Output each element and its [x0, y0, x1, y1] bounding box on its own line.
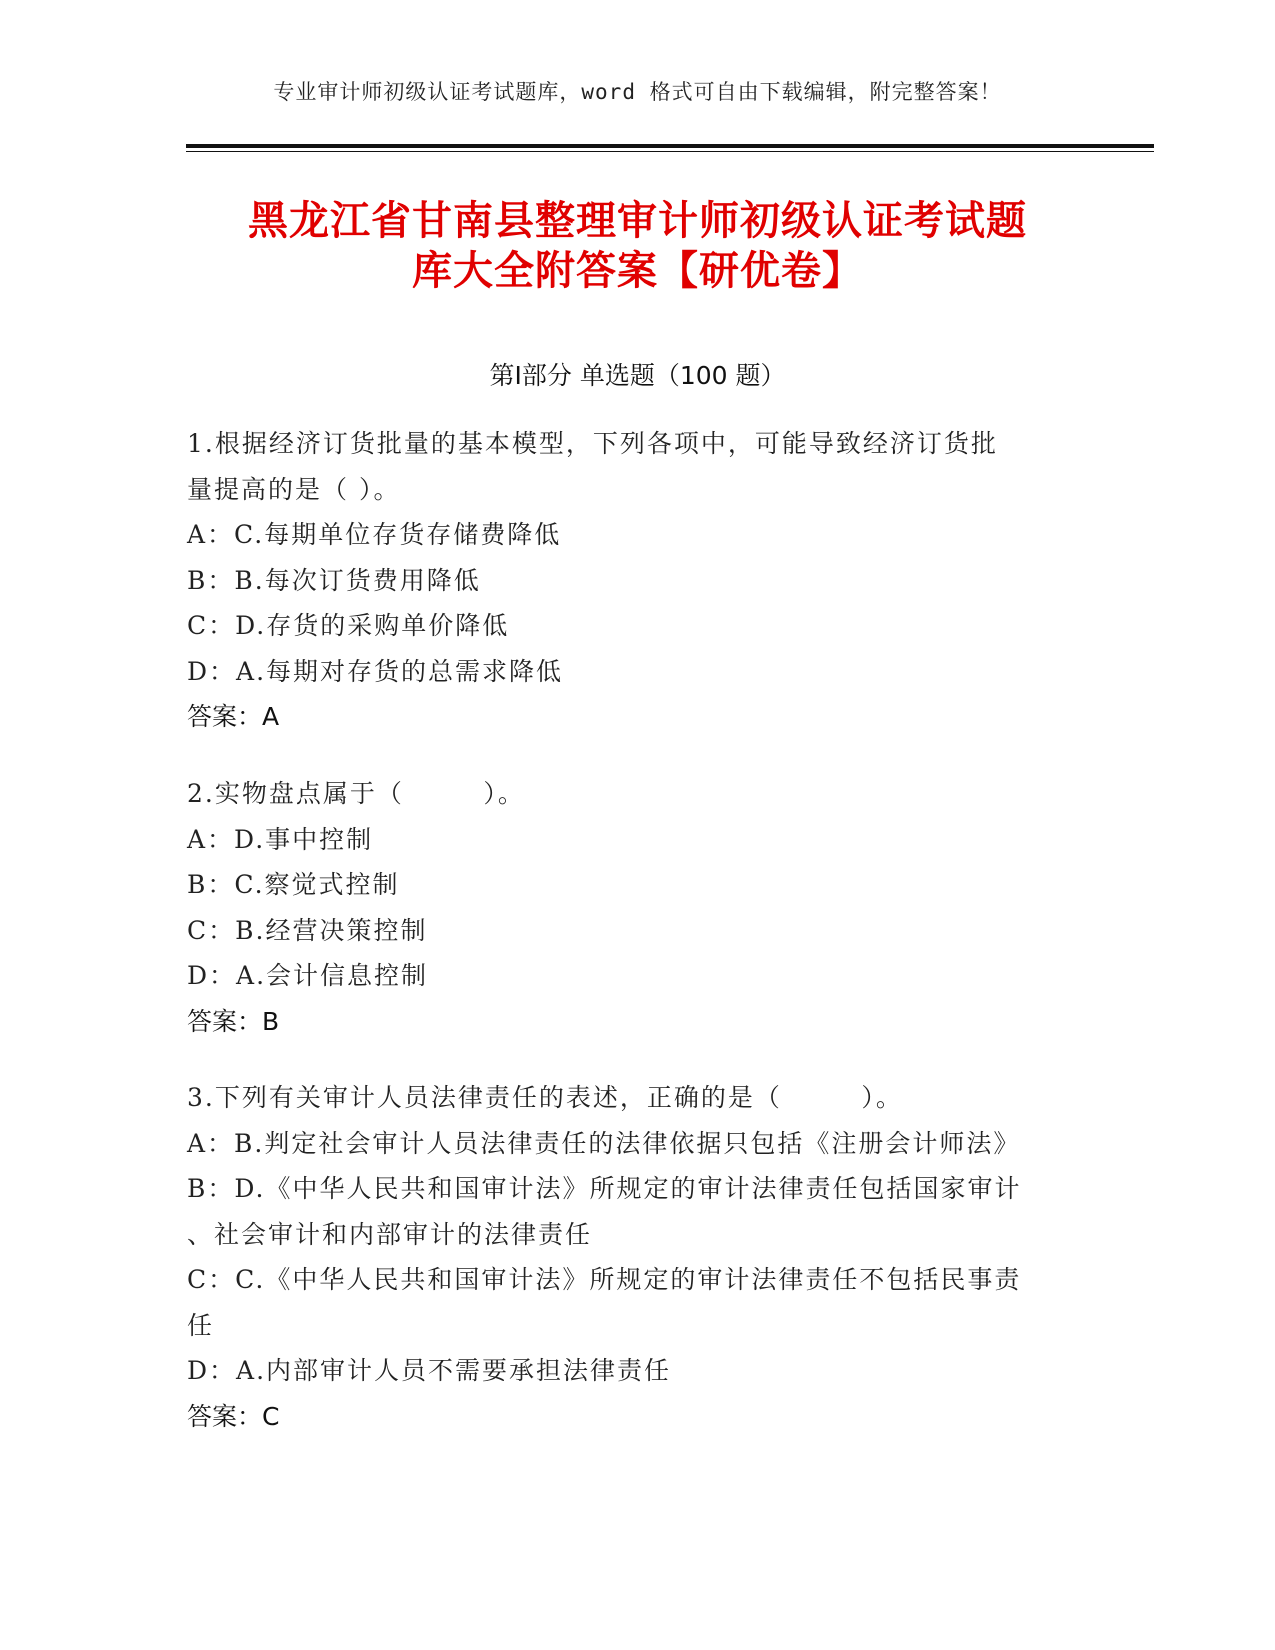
- question-stem: 2.实物盘点属于（ ）。: [187, 779, 525, 808]
- option-d: D：A.会计信息控制: [187, 961, 429, 990]
- header-rule-thin: [186, 151, 1154, 152]
- answer: 答案：A: [187, 702, 280, 731]
- option-c: C：D.存货的采购单价降低: [187, 611, 510, 640]
- document-title: [150, 196, 1125, 296]
- header-note: 专业审计师初级认证考试题库，word 格式可自由下载编辑，附完整答案！: [273, 80, 1002, 104]
- option-d: D：A.每期对存货的总需求降低: [187, 656, 564, 686]
- option-a: A：C.每期单位存货存储费降低: [187, 520, 562, 549]
- option-a: A：D.事中控制: [187, 824, 374, 854]
- option-a: A：B.判定社会审计人员法律责任的法律依据只包括《注册会计师法》: [187, 1128, 1021, 1158]
- document-title-line-1: 黑龙江省甘南县整理审计师初级认证考试题: [248, 198, 1027, 244]
- question-stem: 量提高的是（ ）。: [187, 474, 401, 504]
- answer: 答案：C: [187, 1401, 280, 1431]
- option-b-continued: 、社会审计和内部审计的法律责任: [187, 1219, 593, 1249]
- header-rule-thick: [186, 144, 1154, 148]
- option-d: D：A.内部审计人员不需要承担法律责任: [187, 1356, 672, 1385]
- question-stem: 3.下列有关审计人员法律责任的表述，正确的是（ ）。: [187, 1083, 903, 1112]
- option-b: B：D.《中华人民共和国审计法》所规定的审计法律责任包括国家审计: [187, 1174, 1022, 1203]
- document-title-line-2: 库大全附答案【研优卷】: [412, 248, 863, 294]
- option-c: C：C.《中华人民共和国审计法》所规定的审计法律责任不包括民事责: [187, 1265, 1022, 1294]
- option-c: C：B.经营决策控制: [187, 915, 428, 945]
- option-c-continued: 任: [187, 1310, 215, 1340]
- option-b: B：B.每次订货费用降低: [187, 565, 481, 595]
- section-heading: 第Ⅰ部分 单选题（100 题）: [489, 361, 786, 390]
- question-2: [187, 771, 1087, 1044]
- answer: 答案：B: [187, 1006, 280, 1036]
- option-b: B：C.察觉式控制: [187, 870, 400, 899]
- question-3: [187, 1075, 1087, 1439]
- question-1: [187, 421, 1087, 740]
- question-stem: 1.根据经济订货批量的基本模型，下列各项中，可能导致经济订货批: [187, 429, 998, 458]
